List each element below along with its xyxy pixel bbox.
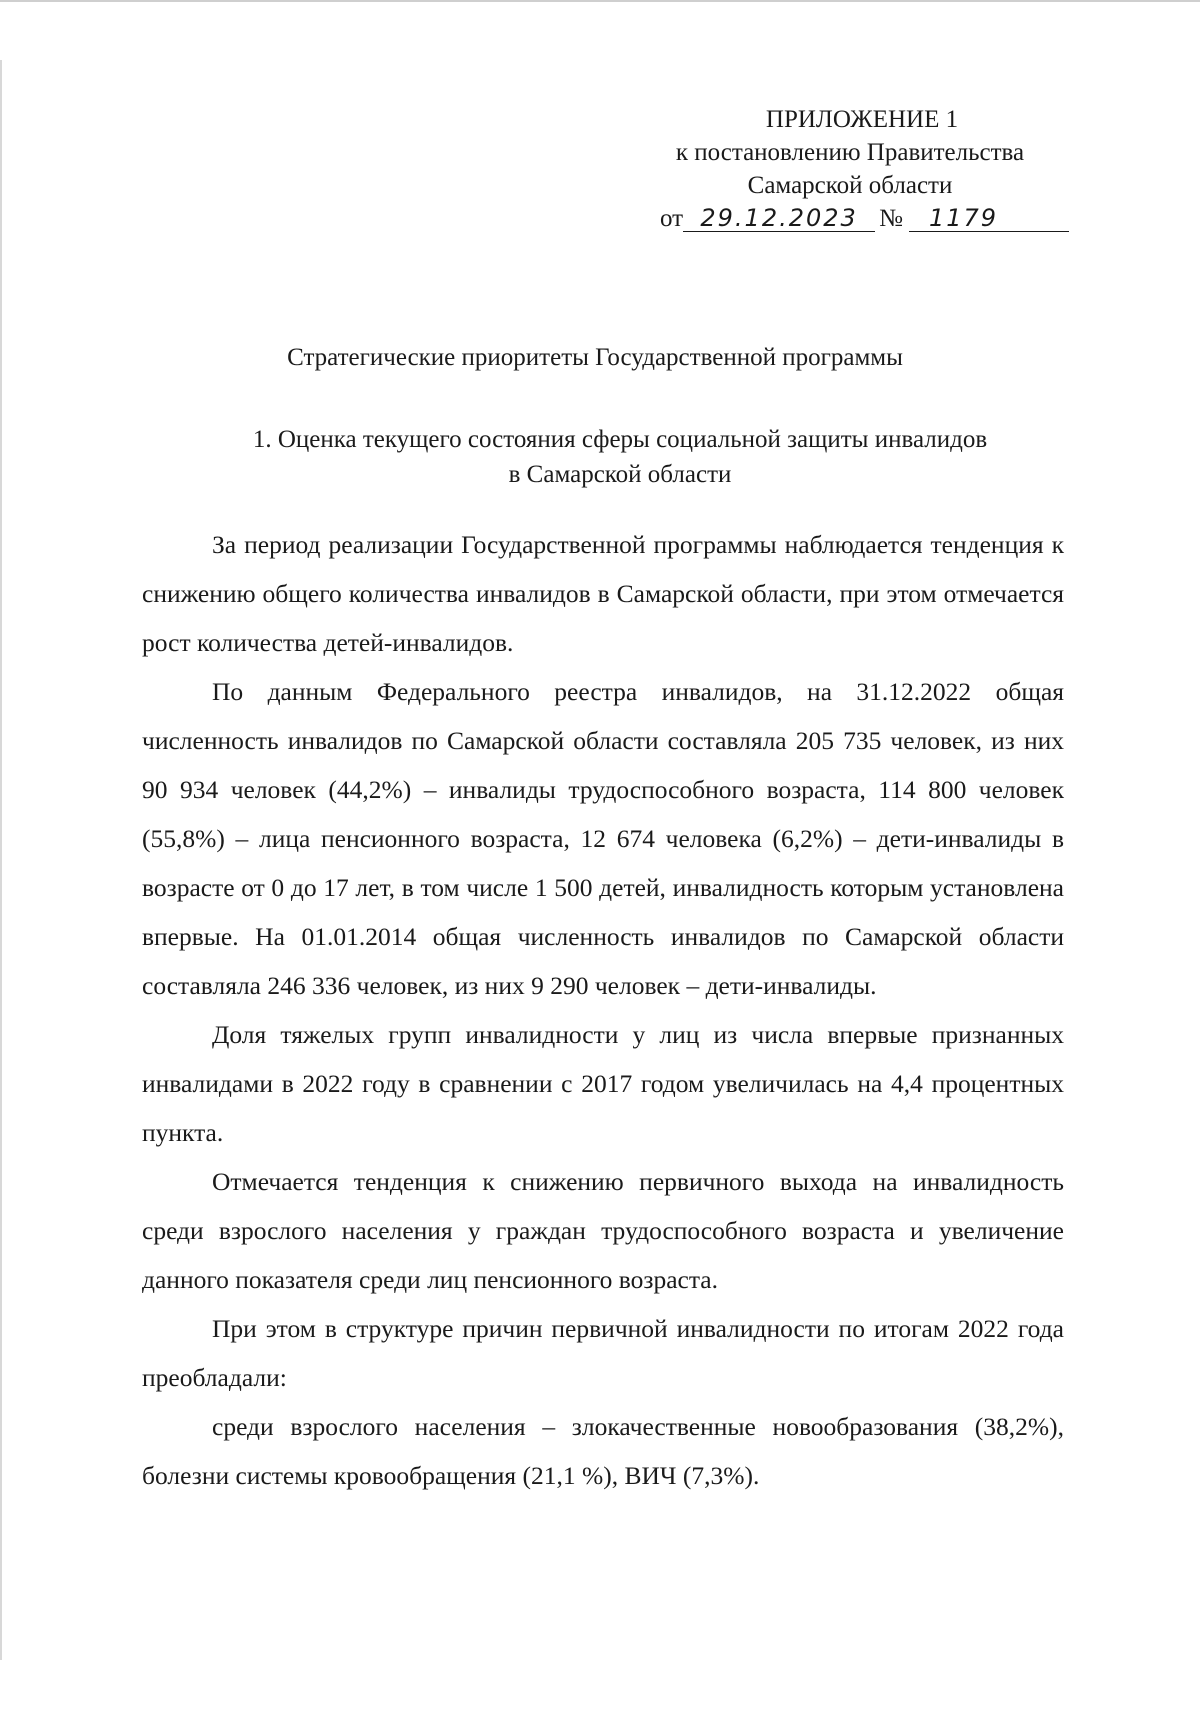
section-heading-line1: 1. Оценка текущего состояния сферы социальной защиты инвалидов xyxy=(252,426,988,453)
paragraph: среди взрослого населения – злокачественные новообразования (38,2%), болезни системы кровообращения (21,1 %), ВИЧ (7,3%). xyxy=(142,1412,1064,1490)
section-heading xyxy=(180,422,1060,492)
paragraph: По данным Федерального реестра инвалидов, на 31.12.2022 общая численность инвалидов по Самарской области составляла 205 735 человек, из них 90 934 человек (44,2%) – инвалиды трудоспособного возраста, 114 800 человек (55,8%) – лица пенсионного возраста, 12 674 человека (6,2%) – дети-инвалиды в возрасте от 0 до 17 лет, в том числе 1 500 детей, инвалидность которым установлена впервые. На 01.01.2014 общая численность инвалидов по Самарской области составляла 246 336 человек, из них 9 290 человек – дети-инвалиды. xyxy=(142,677,1064,1000)
appendix-label: ПРИЛОЖЕНИЕ 1 xyxy=(765,106,959,133)
date-number-line xyxy=(640,202,1060,235)
scan-edge-left xyxy=(0,60,2,1660)
handwritten-date: 29.12.2023 xyxy=(683,206,875,232)
scan-edge-top xyxy=(0,0,1200,2)
section-heading-line2: в Самарской области xyxy=(508,461,732,488)
paragraph: При этом в структуре причин первичной инвалидности по итогам 2022 года преобладали: xyxy=(142,1314,1064,1392)
paragraph: За период реализации Государственной программы наблюдается тенденция к снижению общего количества инвалидов в Самарской области, при этом отмечается рост количества детей-инвалидов. xyxy=(142,530,1064,657)
paragraph: Доля тяжелых групп инвалидности у лиц из числа впервые признанных инвалидами в 2022 году в сравнении с 2017 годом увеличилась на 4,4 процентных пункта. xyxy=(142,1020,1064,1147)
document-body xyxy=(142,520,1064,1500)
resolution-reference: к постановлению Правительства xyxy=(675,139,1025,166)
document-title: Стратегические приоритеты Государственной программы xyxy=(287,344,903,371)
region-name: Самарской области xyxy=(747,172,953,199)
paragraph: Отмечается тенденция к снижению первичного выхода на инвалидность среди взрослого населения у граждан трудоспособного возраста и увеличение данного показателя среди лиц пенсионного возраста. xyxy=(142,1167,1064,1294)
number-sign: № xyxy=(879,205,903,232)
date-prefix: от xyxy=(660,205,684,232)
handwritten-number: 1179 xyxy=(909,206,1069,232)
approval-stamp-block xyxy=(640,103,1060,235)
